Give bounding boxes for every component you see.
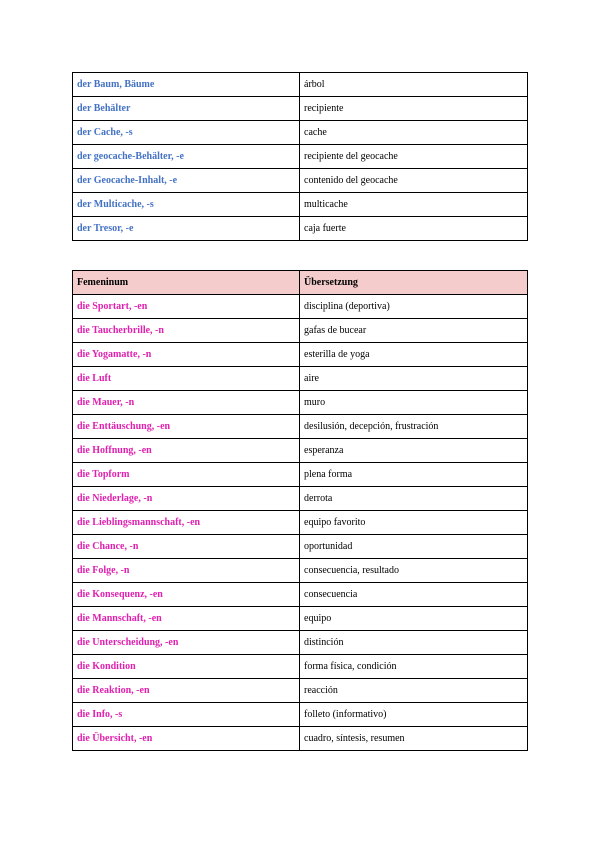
german-word: der geocache-Behälter, -e <box>73 145 300 169</box>
table-row <box>73 145 528 169</box>
german-word: die Topform <box>73 463 300 487</box>
masculine-vocab-body <box>73 73 528 241</box>
spanish-translation: disciplina (deportiva) <box>300 295 528 319</box>
table-row <box>73 535 528 559</box>
table-row <box>73 73 528 97</box>
german-word: die Folge, -n <box>73 559 300 583</box>
table-row <box>73 607 528 631</box>
spanish-translation: multicache <box>300 193 528 217</box>
spanish-translation: equipo favorito <box>300 511 528 535</box>
german-word: die Übersicht, -en <box>73 727 300 751</box>
german-word: die Lieblingsmannschaft, -en <box>73 511 300 535</box>
table-row <box>73 655 528 679</box>
table-row <box>73 295 528 319</box>
spanish-translation: reacción <box>300 679 528 703</box>
table-row <box>73 463 528 487</box>
table-row <box>73 169 528 193</box>
german-word: der Cache, -s <box>73 121 300 145</box>
table-row <box>73 217 528 241</box>
table-row <box>73 343 528 367</box>
german-word: die Hoffnung, -en <box>73 439 300 463</box>
spanish-translation: aire <box>300 367 528 391</box>
header-translation: Übersetzung <box>300 271 528 295</box>
table-row <box>73 679 528 703</box>
spanish-translation: árbol <box>300 73 528 97</box>
feminine-vocab-body <box>73 271 528 751</box>
table-row <box>73 97 528 121</box>
german-word: die Mannschaft, -en <box>73 607 300 631</box>
spanish-translation: cache <box>300 121 528 145</box>
spanish-translation: distinción <box>300 631 528 655</box>
spanish-translation: muro <box>300 391 528 415</box>
feminine-vocab-table <box>72 270 528 751</box>
spanish-translation: cuadro, síntesis, resumen <box>300 727 528 751</box>
german-word: der Behälter <box>73 97 300 121</box>
table-row <box>73 511 528 535</box>
spanish-translation: folleto (informativo) <box>300 703 528 727</box>
header-german: Femeninum <box>73 271 300 295</box>
table-row <box>73 439 528 463</box>
table-row <box>73 487 528 511</box>
table-row <box>73 631 528 655</box>
spanish-translation: recipiente del geocache <box>300 145 528 169</box>
german-word: die Konsequenz, -en <box>73 583 300 607</box>
spanish-translation: esperanza <box>300 439 528 463</box>
spanish-translation: consecuencia, resultado <box>300 559 528 583</box>
table-row <box>73 367 528 391</box>
table-row <box>73 583 528 607</box>
spanish-translation: caja fuerte <box>300 217 528 241</box>
spanish-translation: consecuencia <box>300 583 528 607</box>
table-row <box>73 415 528 439</box>
german-word: die Luft <box>73 367 300 391</box>
table-row <box>73 727 528 751</box>
table-row <box>73 193 528 217</box>
german-word: der Tresor, -e <box>73 217 300 241</box>
masculine-vocab-table <box>72 72 528 241</box>
german-word: die Sportart, -en <box>73 295 300 319</box>
table-row <box>73 391 528 415</box>
german-word: die Taucherbrille, -n <box>73 319 300 343</box>
spanish-translation: derrota <box>300 487 528 511</box>
table-row <box>73 703 528 727</box>
spanish-translation: gafas de bucear <box>300 319 528 343</box>
spanish-translation: recipiente <box>300 97 528 121</box>
german-word: der Baum, Bäume <box>73 73 300 97</box>
german-word: die Chance, -n <box>73 535 300 559</box>
german-word: die Yogamatte, -n <box>73 343 300 367</box>
spanish-translation: oportunidad <box>300 535 528 559</box>
spanish-translation: equipo <box>300 607 528 631</box>
table-row <box>73 121 528 145</box>
german-word: die Enttäuschung, -en <box>73 415 300 439</box>
german-word: die Unterscheidung, -en <box>73 631 300 655</box>
german-word: die Niederlage, -n <box>73 487 300 511</box>
spanish-translation: plena forma <box>300 463 528 487</box>
table-row <box>73 319 528 343</box>
spanish-translation: esterilla de yoga <box>300 343 528 367</box>
spanish-translation: desilusión, decepción, frustración <box>300 415 528 439</box>
german-word: der Multicache, -s <box>73 193 300 217</box>
table-header-row <box>73 271 528 295</box>
spanish-translation: contenido del geocache <box>300 169 528 193</box>
german-word: die Info, -s <box>73 703 300 727</box>
german-word: die Mauer, -n <box>73 391 300 415</box>
table-row <box>73 559 528 583</box>
german-word: der Geocache-Inhalt, -e <box>73 169 300 193</box>
spanish-translation: forma física, condición <box>300 655 528 679</box>
german-word: die Reaktion, -en <box>73 679 300 703</box>
german-word: die Kondition <box>73 655 300 679</box>
